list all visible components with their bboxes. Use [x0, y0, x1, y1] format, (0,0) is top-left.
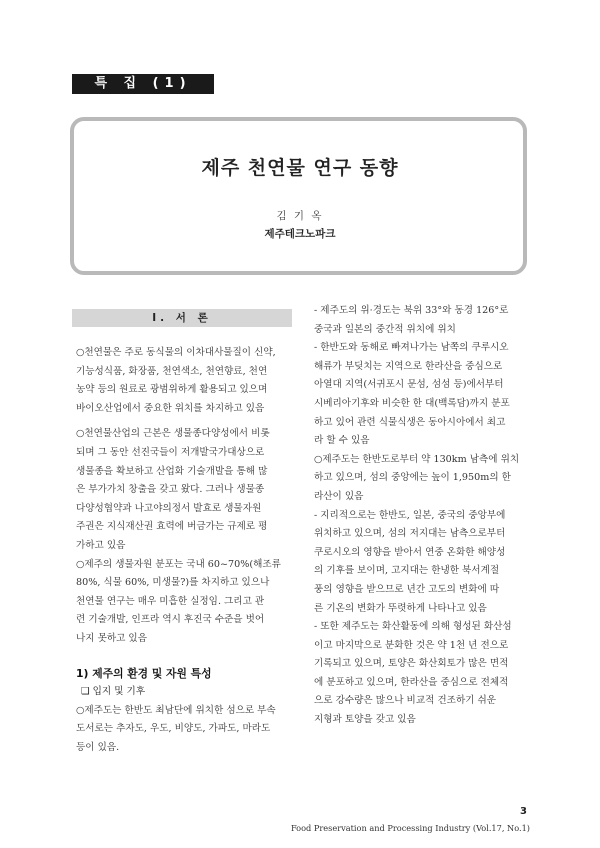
text-line: - 한반도와 동해로 빠져나가는 남쪽의 쿠루시오 — [314, 342, 509, 354]
page-number: 3 — [520, 806, 527, 817]
text-line: 의 기후를 보이며, 고지대는 한냉한 북서계절 — [314, 565, 500, 577]
text-line: 하고 있으며, 섬의 중앙에는 높이 1,950m의 한 — [314, 472, 511, 484]
text-line: 이고 마지막으로 분화한 것은 약 1천 년 전으로 — [314, 639, 509, 651]
text-line: 으로 강수량은 많으나 비교적 건조하기 쉬운 — [314, 695, 497, 707]
text-line: ○제주의 생물자원 분포는 국내 60~70%(해조류 — [76, 558, 281, 570]
text-line: 쿠로시오의 영향을 받아서 연중 온화한 해양성 — [314, 546, 506, 558]
text-line: - 또한 제주도는 화산활동에 의해 형성된 화산섬 — [314, 621, 512, 633]
text-line: 기능성식품, 화장품, 천연색소, 천연향료, 천연 — [76, 365, 268, 377]
text-line: - 지리적으로는 한반도, 일본, 중국의 중앙부에 — [314, 509, 506, 521]
text-line: 풍의 영향을 받으므로 년간 고도의 변화에 따 — [314, 583, 500, 595]
text-line: 중국과 일본의 중간적 위치에 위치 — [314, 323, 456, 335]
article-title: 제주 천연물 연구 동향 — [201, 157, 399, 179]
text-line: ○천연물은 주로 동식물의 이차대사물질이 신약, — [76, 347, 276, 358]
text-line: 도서로는 추자도, 우도, 비양도, 가파도, 마라도 — [76, 723, 271, 735]
journal-footer: Food Preservation and Processing Industry (Vol.17, No.1) — [290, 823, 530, 833]
subsection-heading: 1) 제주의 환경 및 자원 특성 — [76, 666, 212, 680]
text-line: 가하고 있음 — [76, 539, 126, 551]
text-line: 지형과 토양을 갖고 있음 — [314, 714, 416, 726]
text-line: 천연물 연구는 매우 미흡한 실정임. 그리고 관 — [76, 595, 265, 607]
paragraph — [76, 556, 298, 649]
text-line: 바이오산업에서 중요한 위치를 차지하고 있음 — [76, 402, 265, 414]
paragraph — [76, 425, 298, 555]
paragraph — [76, 344, 298, 418]
section-heading-introduction: Ⅰ. 서 론 — [72, 309, 292, 327]
paragraph — [314, 618, 532, 730]
text-line: 농약 등의 원료로 광범위하게 활용되고 있으며 — [76, 384, 268, 396]
text-line: 해류가 부딪치는 지역으로 한라산을 중심으로 — [314, 360, 503, 372]
text-line: - 제주도의 위·경도는 북위 33°와 동경 126°로 — [314, 305, 509, 316]
text-line: 생물종을 확보하고 산업화 기술개발을 통해 많 — [76, 465, 268, 477]
author-name: 김 기 옥 — [276, 210, 324, 222]
text-line: 른 기온의 변화가 뚜렷하게 나타나고 있음 — [314, 602, 487, 614]
text-line: 나지 못하고 있음 — [76, 632, 147, 644]
text-line: 다양성협약과 나고야의정서 발효로 생물자원 — [76, 502, 262, 514]
text-line: 되며 그 동안 선진국들이 저개발국가대상으로 — [76, 446, 265, 458]
text-line: ○제주도는 한반도로부터 약 130km 남측에 위치 — [314, 453, 520, 465]
author-affiliation: 제주테크노파크 — [264, 228, 336, 240]
bullet-heading: ❑ 입지 및 기후 — [81, 686, 146, 698]
paragraph — [314, 451, 532, 507]
paragraph — [76, 702, 298, 758]
text-line: 등이 있음. — [76, 741, 120, 753]
text-line: 아열대 지역(서귀포시 문섬, 섬섬 등)에서부터 — [314, 379, 504, 391]
text-line: 은 부가가치 창출을 갖고 왔다. 그러나 생물종 — [76, 484, 265, 496]
feature-tag: 특 집 (1) — [72, 74, 214, 94]
text-line: 라산이 있음 — [314, 490, 364, 502]
paragraph — [314, 302, 532, 339]
text-line: 하고 있어 관련 식물식생은 동아시아에서 최고 — [314, 416, 506, 428]
left-column — [76, 344, 298, 757]
text-line: 라 할 수 있음 — [314, 435, 370, 447]
text-line: 위치하고 있으며, 섬의 저지대는 남측으로부터 — [314, 528, 506, 540]
text-line: 80%, 식물 60%, 미생물?)를 차지하고 있으나 — [76, 577, 270, 589]
text-line: ○천연물산업의 근본은 생물종다양성에서 비롯 — [76, 428, 270, 440]
text-line: 에 분포하고 있으며, 한라산을 중심으로 전체적 — [314, 676, 509, 688]
text-line: 시베리아기후와 비슷한 한 대(백록담)까지 분포 — [314, 397, 510, 409]
paragraph — [314, 507, 532, 619]
right-column — [314, 302, 532, 730]
paragraph — [314, 339, 532, 451]
text-line: 기록되고 있으며, 토양은 화산회토가 많은 면적 — [314, 658, 509, 670]
title-box — [70, 117, 527, 275]
text-line: ○제주도는 한반도 최남단에 위치한 섬으로 부속 — [76, 704, 276, 716]
text-line: 주권은 지식재산권 효력에 버금가는 규제로 평 — [76, 521, 268, 533]
text-line: 련 기술개발, 인프라 역시 후진국 수준을 벗어 — [76, 614, 265, 626]
